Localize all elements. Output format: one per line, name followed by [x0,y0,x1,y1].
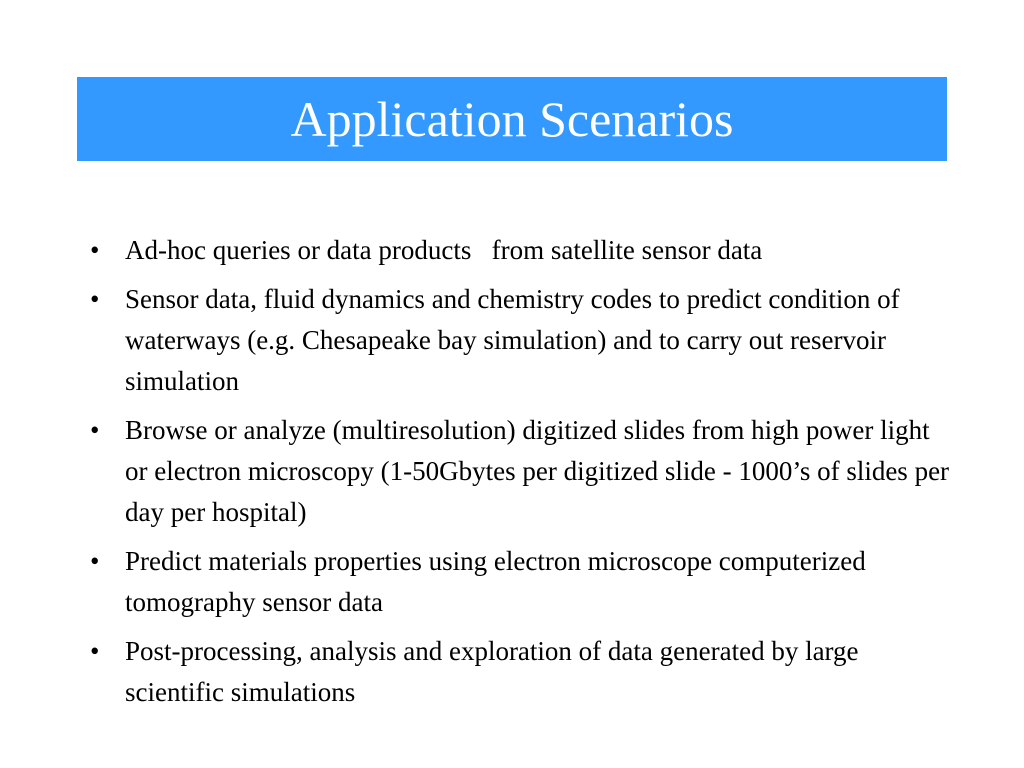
bullet-text-4: Predict materials properties using electron microscope computerized tomography sensor data [125,546,866,617]
bullet-item-4 [90,541,950,623]
slide-title: Application Scenarios [290,91,734,147]
bullet-item-1 [90,230,950,271]
bullet-icon: • [90,415,100,445]
bullet-icon: • [90,284,100,314]
bullet-text-1: Ad-hoc queries or data products from satellite sensor data [125,235,763,265]
bullet-icon: • [90,546,100,576]
bullet-list [90,230,950,721]
bullet-icon: • [90,235,100,265]
bullet-item-5 [90,631,950,713]
bullet-item-2 [90,279,950,402]
title-bar [77,77,947,161]
bullet-text-3: Browse or analyze (multiresolution) digitized slides from high power light or electron microscopy (1-50Gbytes per digitized slide - 1000’s of slides per day per hospital) [125,415,950,527]
bullet-text-5: Post-processing, analysis and exploration of data generated by large scientific simulations [125,636,859,707]
bullet-icon: • [90,636,100,666]
bullet-text-2: Sensor data, fluid dynamics and chemistry codes to predict condition of waterways (e.g. Chesapeake bay simulation) and to carry out reservoir simulation [125,284,900,396]
bullet-item-3 [90,410,950,533]
